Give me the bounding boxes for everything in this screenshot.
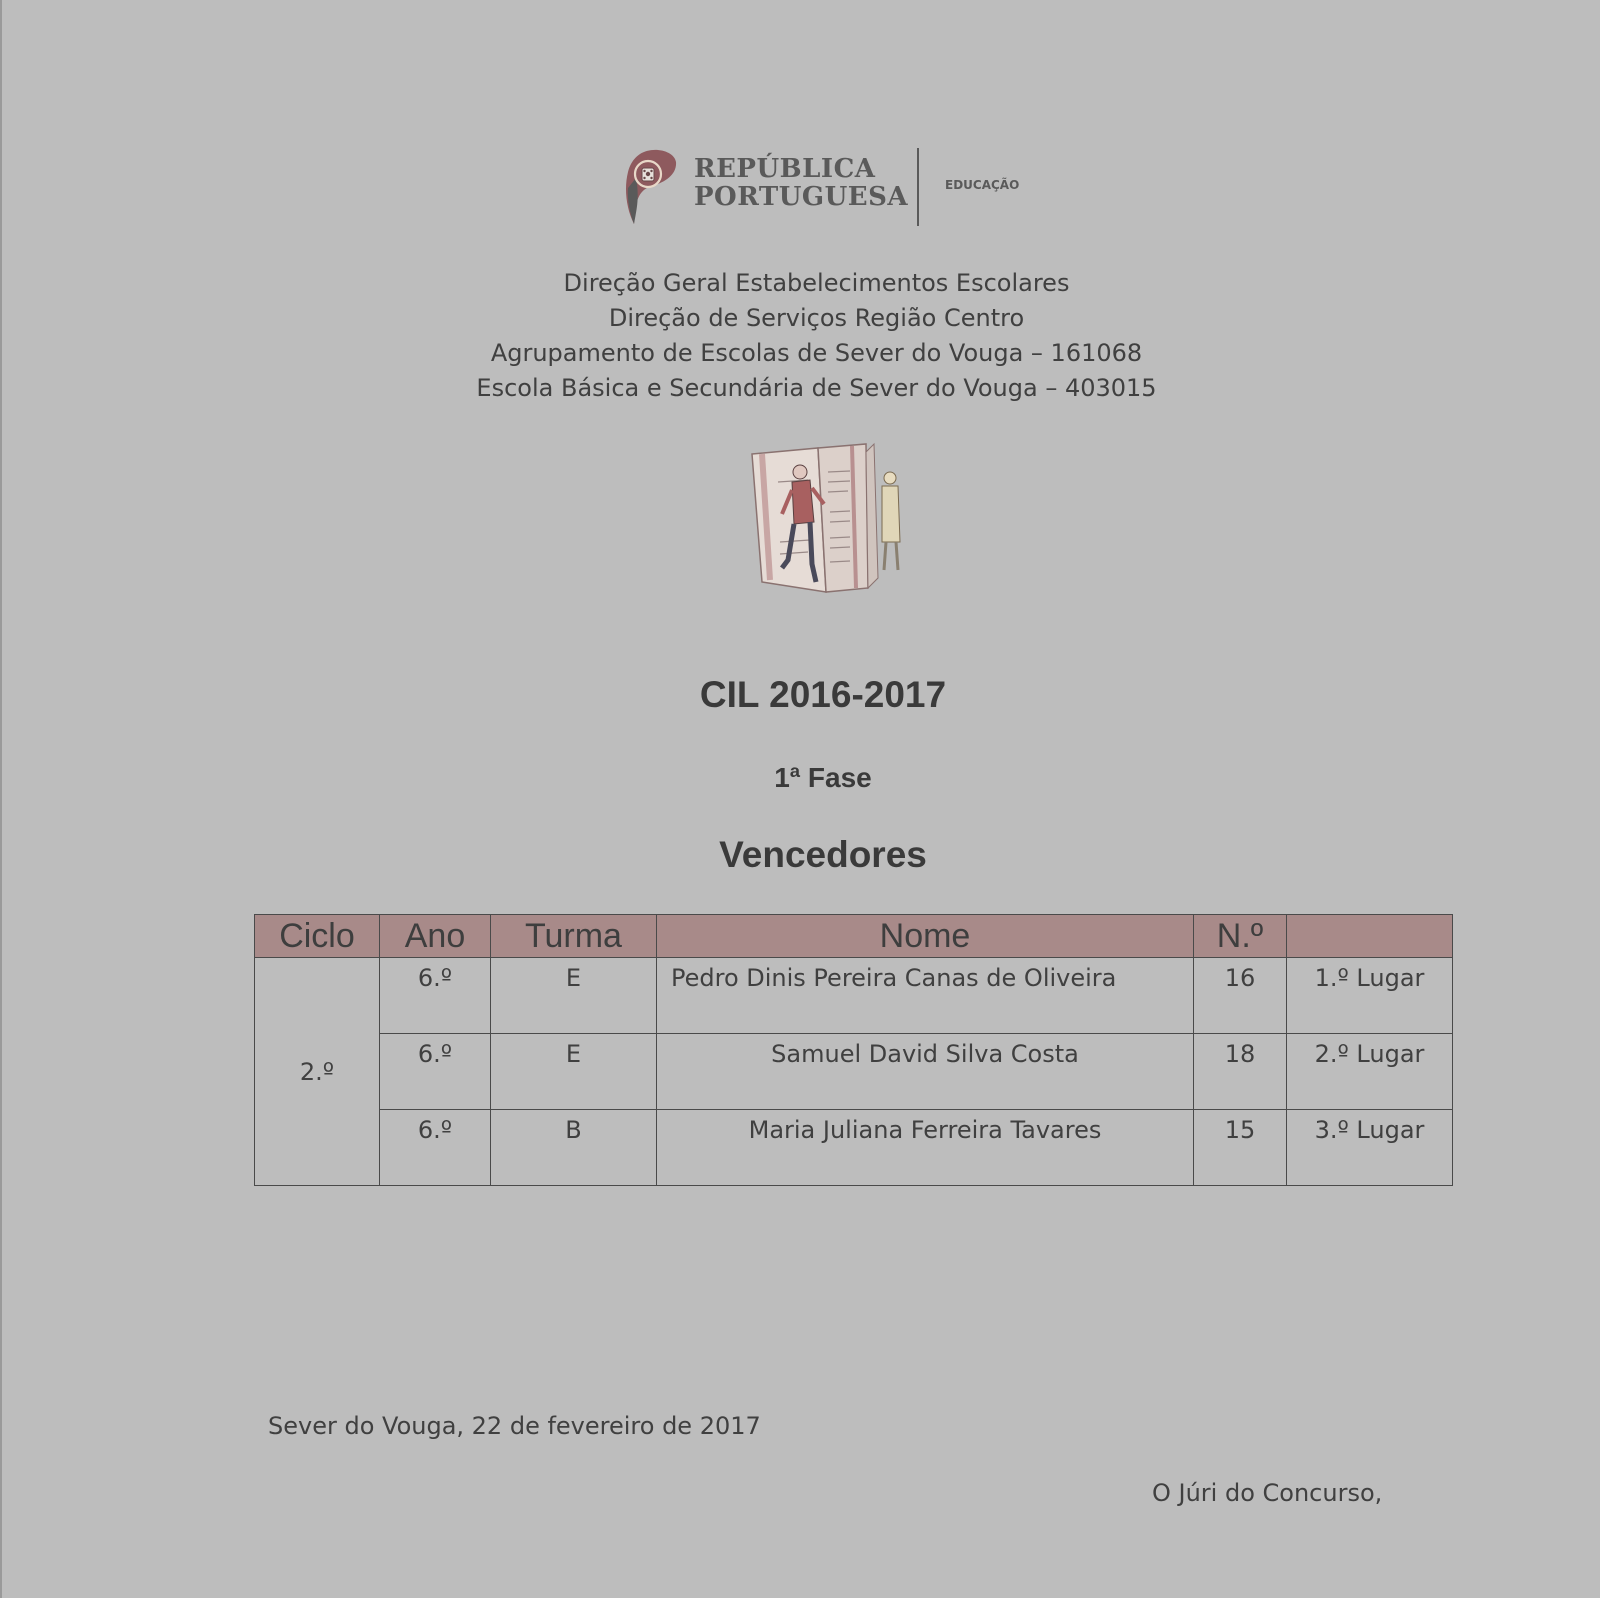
winners-heading: Vencedores [719, 834, 927, 875]
header-lugar [1287, 915, 1453, 958]
logo-name [694, 155, 908, 211]
header-nome: Nome [657, 915, 1194, 958]
cell-turma: E [491, 958, 657, 1034]
logo-divider [917, 148, 919, 226]
cell-lugar: 3.º Lugar [1287, 1110, 1453, 1186]
table-header-row [255, 915, 1453, 958]
table-row [255, 958, 1453, 1034]
institution-line: Escola Básica e Secundária de Sever do Vouga – 403015 [476, 374, 1157, 402]
cell-nome: Maria Juliana Ferreira Tavares [657, 1110, 1194, 1186]
cell-nome: Samuel David Silva Costa [657, 1034, 1194, 1110]
cell-numero: 18 [1194, 1034, 1287, 1110]
cell-ano: 6.º [380, 1110, 491, 1186]
cell-ano: 6.º [380, 958, 491, 1034]
cell-nome: Pedro Dinis Pereira Canas de Oliveira [657, 958, 1194, 1034]
coat-of-arms-icon [622, 148, 678, 226]
institution-line: Direção de Serviços Região Centro [608, 304, 1025, 332]
winners-table [254, 914, 1453, 1186]
jury-signature-line: O Júri do Concurso, [1152, 1479, 1383, 1507]
phase-subtitle: 1ª Fase [774, 762, 872, 793]
logo-department: EDUCAÇÃO [945, 178, 1020, 192]
logo-name-line2: PORTUGUESA [694, 182, 909, 212]
page-edge [0, 0, 2, 1598]
logo-name-line1: REPÚBLICA [694, 154, 876, 184]
winners-table-wrapper [254, 914, 1453, 1186]
place-and-date: Sever do Vouga, 22 de fevereiro de 2017 [268, 1412, 761, 1440]
institution-line: Direção Geral Estabelecimentos Escolares [563, 269, 1070, 297]
cell-turma: E [491, 1034, 657, 1110]
reading-illustration-image [748, 442, 916, 602]
header-ciclo: Ciclo [255, 915, 380, 958]
cell-turma: B [491, 1110, 657, 1186]
table-row [255, 1110, 1453, 1186]
header-numero: N.º [1194, 915, 1287, 958]
republica-portuguesa-logo [622, 146, 1042, 228]
page-title: CIL 2016-2017 [699, 674, 947, 715]
cell-numero: 16 [1194, 958, 1287, 1034]
table-row [255, 1034, 1453, 1110]
cell-ano: 6.º [380, 1034, 491, 1110]
cell-ciclo: 2.º [255, 958, 380, 1186]
cell-lugar: 2.º Lugar [1287, 1034, 1453, 1110]
cell-lugar: 1.º Lugar [1287, 958, 1453, 1034]
header-turma: Turma [491, 915, 657, 958]
institution-line: Agrupamento de Escolas de Sever do Vouga – 161068 [490, 339, 1143, 367]
cell-numero: 15 [1194, 1110, 1287, 1186]
institution-block [400, 266, 1233, 406]
header-ano: Ano [380, 915, 491, 958]
